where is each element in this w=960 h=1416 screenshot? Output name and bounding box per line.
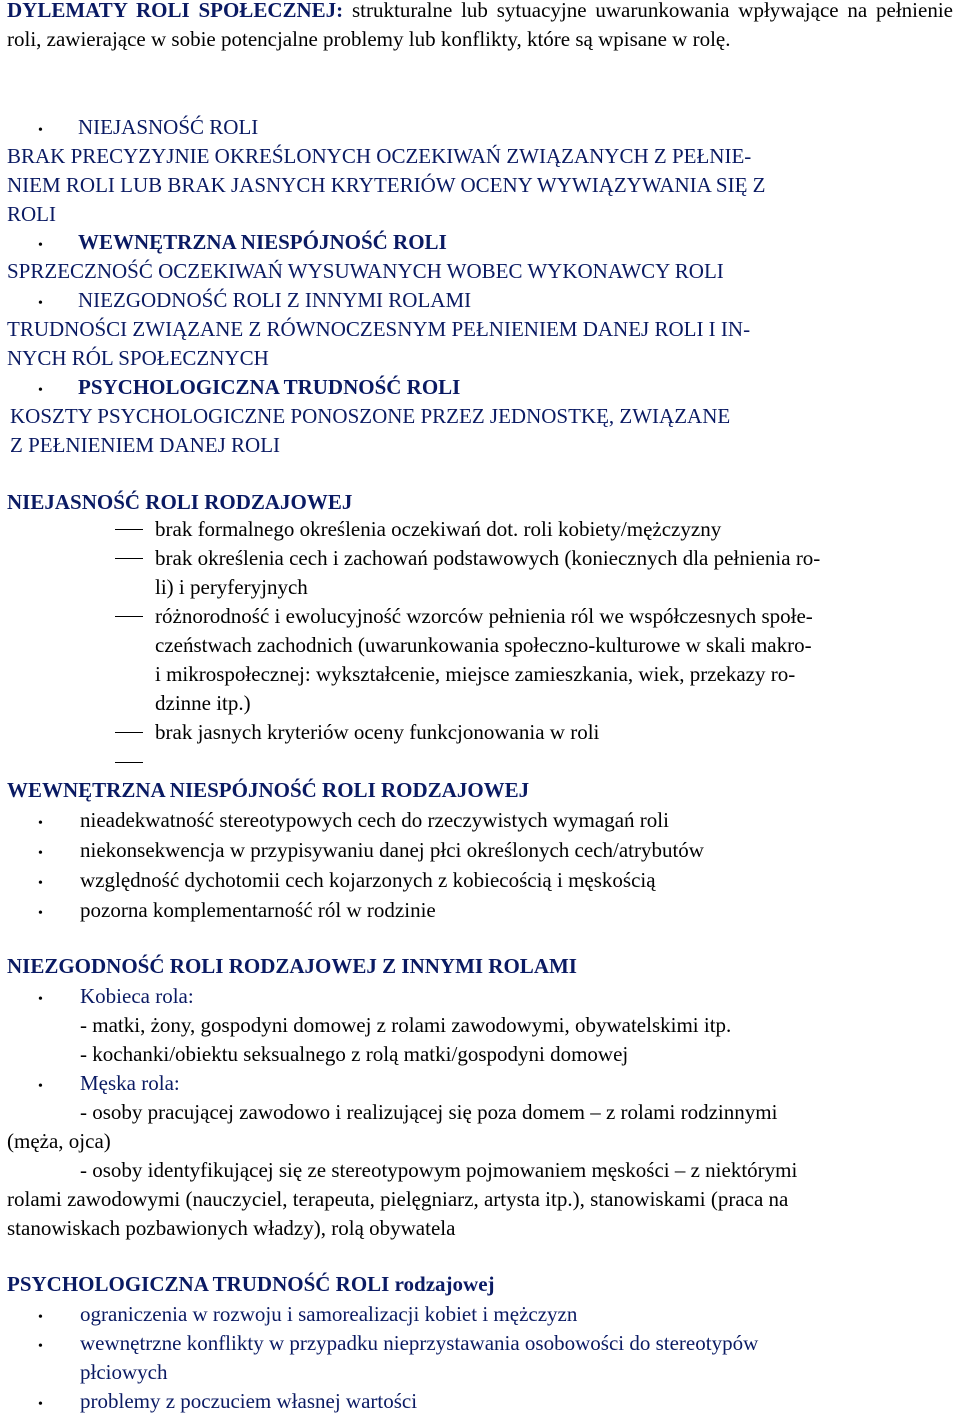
dash-icon bbox=[115, 529, 143, 530]
bullet-icon: • bbox=[38, 906, 43, 921]
role-label: Kobieca rola: bbox=[80, 984, 194, 1008]
section-heading: WEWNĘTRZNA NIESPÓJNOŚĆ ROLI RODZAJOWEJ bbox=[7, 778, 530, 802]
intro-definition: strukturalne lub sytuacyjne uwarunkowania wpływające na pełnienie roli, zawierające w sobie potencjalne problemy lub konflikty, które są wpisane w rolę. bbox=[7, 0, 953, 51]
summary-desc: TRUDNOŚCI ZWIĄZANE Z RÓWNOCZESNYM PEŁNIENIEM DANEJ ROLI I IN- bbox=[7, 317, 751, 341]
bullet-icon: • bbox=[38, 816, 43, 831]
summary-desc: KOSZTY PSYCHOLOGICZNE PONOSZONE PRZEZ JEDNOSTKĘ, ZWIĄZANE bbox=[10, 404, 731, 428]
bullet-icon: • bbox=[38, 1339, 43, 1354]
summary-title: PSYCHOLOGICZNA TRUDNOŚĆ ROLI bbox=[78, 375, 461, 399]
bullet-icon: • bbox=[38, 876, 43, 891]
dash-icon bbox=[115, 732, 143, 733]
list-item-continuation: li) i peryferyjnych bbox=[155, 575, 308, 599]
bullet-icon: • bbox=[38, 1397, 43, 1412]
list-item: - kochanki/obiektu seksualnego z rolą matki/gospodyni domowej bbox=[80, 1042, 629, 1066]
bullet-icon: • bbox=[38, 123, 43, 138]
summary-title: NIEJASNOŚĆ ROLI bbox=[78, 115, 259, 139]
bullet-icon: • bbox=[38, 1310, 43, 1325]
summary-desc: NYCH RÓL SPOŁECZNYCH bbox=[7, 346, 269, 370]
list-item: niekonsekwencja w przypisywaniu danej płci określonych cech/atrybutów bbox=[80, 838, 704, 862]
list-item-continuation: dzinne itp.) bbox=[155, 691, 251, 715]
list-item: nieadekwatność stereotypowych cech do rzeczywistych wymagań roli bbox=[80, 808, 669, 832]
list-item: brak określenia cech i zachowań podstawowych (koniecznych dla pełnienia ro- bbox=[155, 546, 821, 570]
section-heading: PSYCHOLOGICZNA TRUDNOŚĆ ROLI rodzajowej bbox=[7, 1272, 495, 1296]
summary-desc: SPRZECZNOŚĆ OCZEKIWAŃ WYSUWANYCH WOBEC WYKONAWCY ROLI bbox=[7, 259, 724, 283]
list-item: różnorodność i ewolucyjność wzorców pełnienia ról we współczesnych społe- bbox=[155, 604, 813, 628]
list-item: problemy z poczuciem własnej wartości bbox=[80, 1389, 418, 1413]
summary-title: NIEZGODNOŚĆ ROLI Z INNYMI ROLAMI bbox=[78, 288, 472, 312]
summary-desc: NIEM ROLI LUB BRAK JASNYCH KRYTERIÓW OCENY WYWIĄZYWANIA SIĘ Z bbox=[7, 173, 766, 197]
list-item-continuation: (męża, ojca) bbox=[7, 1129, 111, 1153]
bullet-icon: • bbox=[38, 383, 43, 398]
list-item: względność dychotomii cech kojarzonych z kobiecością i męskością bbox=[80, 868, 656, 892]
summary-desc: BRAK PRECYZYJNIE OKREŚLONYCH OCZEKIWAŃ ZWIĄZANYCH Z PEŁNIE- bbox=[7, 144, 752, 168]
list-item: - osoby identyfikującej się ze stereotypowym pojmowaniem męskości – z niektórymi bbox=[80, 1158, 798, 1182]
summary-desc: Z PEŁNIENIEM DANEJ ROLI bbox=[10, 433, 281, 457]
list-item: brak jasnych kryteriów oceny funkcjonowania w roli bbox=[155, 720, 600, 744]
list-item-continuation: czeństwach zachodnich (uwarunkowania społeczno-kulturowe w skali makro- bbox=[155, 633, 812, 657]
list-item: ograniczenia w rozwoju i samorealizacji kobiet i mężczyzn bbox=[80, 1302, 578, 1326]
role-label: Męska rola: bbox=[80, 1071, 180, 1095]
list-item: - osoby pracującej zawodowo i realizującej się poza domem – z rolami rodzinnymi bbox=[80, 1100, 778, 1124]
list-item-continuation: płciowych bbox=[80, 1360, 168, 1384]
intro-term: DYLEMATY ROLI SPOŁECZNEJ: bbox=[7, 0, 344, 22]
summary-title: WEWNĘTRZNA NIESPÓJNOŚĆ ROLI bbox=[78, 230, 447, 254]
bullet-icon: • bbox=[38, 992, 43, 1007]
section-heading: NIEZGODNOŚĆ ROLI RODZAJOWEJ Z INNYMI ROLAMI bbox=[7, 954, 577, 978]
dash-icon bbox=[115, 762, 143, 763]
list-item-continuation: i mikrospołecznej: wykształcenie, miejsce zamieszkania, wiek, przekazy ro- bbox=[155, 662, 796, 686]
bullet-icon: • bbox=[38, 296, 43, 311]
list-item: wewnętrzne konflikty w przypadku nieprzystawania osobowości do stereotypów bbox=[80, 1331, 759, 1355]
list-item: pozorna komplementarność ról w rodzinie bbox=[80, 898, 436, 922]
list-item-continuation: rolami zawodowymi (nauczyciel, terapeuta, pielęgniarz, artysta itp.), stanowiskami (praca na bbox=[7, 1187, 789, 1211]
bullet-icon: • bbox=[38, 238, 43, 253]
bullet-icon: • bbox=[38, 846, 43, 861]
list-item: - matki, żony, gospodyni domowej z rolami zawodowymi, obywatelskimi itp. bbox=[80, 1013, 732, 1037]
list-item: brak formalnego określenia oczekiwań dot. roli kobiety/mężczyzny bbox=[155, 517, 722, 541]
dash-icon bbox=[115, 616, 143, 617]
summary-desc: ROLI bbox=[7, 202, 56, 226]
dash-icon bbox=[115, 558, 143, 559]
bullet-icon: • bbox=[38, 1079, 43, 1094]
section-heading: NIEJASNOŚĆ ROLI RODZAJOWEJ bbox=[7, 490, 353, 514]
list-item-continuation: stanowiskach pozbawionych władzy), rolą obywatela bbox=[7, 1216, 456, 1240]
intro-paragraph bbox=[7, 0, 953, 54]
